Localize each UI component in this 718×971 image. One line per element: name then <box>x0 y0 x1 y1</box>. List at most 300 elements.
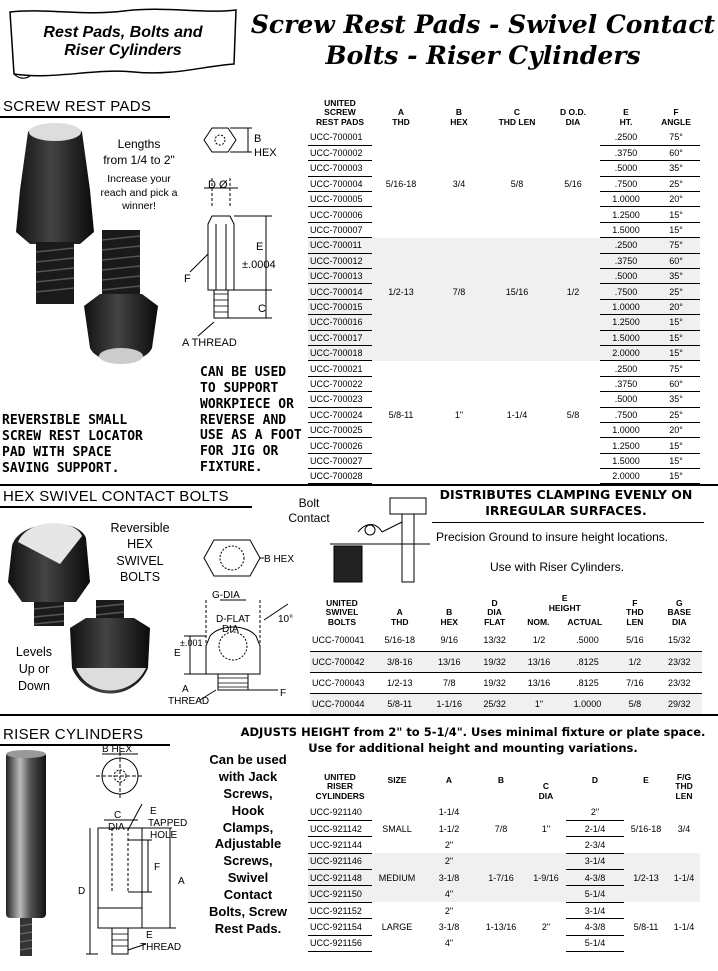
hex-cell <box>430 130 488 145</box>
swivel-levels <box>4 644 64 695</box>
part-number-cell: UCC-700025 <box>308 422 372 437</box>
part-number-cell: UCC-700005 <box>308 192 372 207</box>
b-cell <box>476 804 526 820</box>
rp-dim-hex: HEX <box>254 147 277 159</box>
d-cell: 5-1/4 <box>566 886 624 902</box>
sw-col-part: UNITED SWIVEL BOLTS <box>325 597 359 628</box>
rest-pads-can-be-used <box>200 365 302 476</box>
rc-cbu-line-1: Can be used <box>209 752 287 767</box>
riser-table <box>308 760 700 952</box>
rp-cbu-line-1: CAN BE USED <box>200 365 287 380</box>
part-number-cell: UCC-700044 <box>310 693 374 714</box>
height-cell: 2.0000 <box>600 345 652 360</box>
hex-cell: 9/16 <box>426 630 473 651</box>
height-cell: .5000 <box>600 269 652 284</box>
hex-cell: 1-1/16 <box>426 693 473 714</box>
hex-cell: 7/8 <box>430 284 488 299</box>
rp-dim-c: C <box>258 303 266 315</box>
part-number-cell: UCC-700018 <box>308 345 372 360</box>
sw-rev-line-1: Reversible <box>110 521 170 535</box>
title-line-2: Bolts - Riser Cylinders <box>325 40 641 70</box>
hex-cell <box>430 238 488 253</box>
hex-cell <box>430 192 488 207</box>
table-row <box>308 407 700 422</box>
height-cell: .7500 <box>600 176 652 191</box>
diameter-cell <box>546 422 600 437</box>
table-row <box>308 853 700 869</box>
increase-note-line-3: winner! <box>122 200 156 213</box>
banner-text <box>8 24 238 61</box>
part-number-cell: UCC-921142 <box>308 820 372 836</box>
c-dia-cell: 1-9/16 <box>526 870 566 886</box>
hex-cell <box>430 361 488 376</box>
sw-col-g: G BASE DIA <box>667 597 692 628</box>
angle-cell: 15° <box>652 469 700 484</box>
flat-dia-cell: 25/32 <box>473 693 516 714</box>
height-cell: 1.2500 <box>600 438 652 453</box>
table-row <box>308 837 700 853</box>
sw-dim-ten: 10° <box>278 614 294 625</box>
part-number-cell: UCC-700001 <box>308 130 372 145</box>
e-cell <box>624 804 668 820</box>
sw-col-e: E HEIGHT NOM. ACTUAL <box>527 593 603 628</box>
angle-cell: 35° <box>652 269 700 284</box>
rp-col-part: UNITED SCREW REST PADS <box>315 97 365 128</box>
sw-lvl-line-1: Levels <box>15 645 53 659</box>
part-number-cell: UCC-921140 <box>308 804 372 820</box>
thread-cell <box>372 361 430 376</box>
riser-heading: RISER CYLINDERS <box>3 726 144 743</box>
hex-cell <box>430 161 488 176</box>
height-actual-cell: 1.0000 <box>562 693 614 714</box>
rp-dim-b: B <box>254 133 262 145</box>
hex-cell <box>430 469 488 484</box>
rp-cbu-line-6: FOR JIG OR <box>200 444 279 460</box>
increase-note-line-2: reach and pick a <box>100 186 178 199</box>
rp-dim-e: E <box>256 241 264 253</box>
diameter-cell <box>546 222 600 237</box>
hex-cell <box>430 145 488 160</box>
height-actual-cell: .8125 <box>562 672 614 693</box>
sw-rev-line-2: HEX <box>127 537 153 552</box>
rc-cbu-line-10: Bolts, Screw <box>208 904 288 920</box>
angle-cell: 60° <box>652 253 700 268</box>
height-cell: 1.0000 <box>600 422 652 437</box>
sw-dim-g-dia: G-DIA <box>212 590 240 601</box>
part-number-cell: UCC-700015 <box>308 299 372 314</box>
part-number-cell: UCC-700014 <box>308 284 372 299</box>
part-number-cell: UCC-700017 <box>308 330 372 345</box>
angle-cell: 15° <box>652 453 700 468</box>
sw-col-e-nom: NOM. <box>527 617 550 628</box>
thread-length-cell <box>488 222 546 237</box>
rp-col-b: B HEX <box>450 107 468 128</box>
hex-cell <box>430 299 488 314</box>
table-row <box>308 238 700 253</box>
size-cell <box>372 853 422 869</box>
thread-length-cell <box>488 207 546 222</box>
diameter-cell <box>546 453 600 468</box>
part-number-cell: UCC-700016 <box>308 315 372 330</box>
rp-cbu-line-5: USE AS A FOOT <box>200 428 302 444</box>
hex-cell <box>430 376 488 391</box>
hex-cell <box>430 269 488 284</box>
diameter-cell <box>546 469 600 484</box>
diameter-cell: 1/2 <box>546 284 600 299</box>
page-title <box>250 10 716 71</box>
table-row <box>308 902 700 918</box>
rc-cbu-line-11: Rest Pads. <box>214 920 282 936</box>
angle-cell: 15° <box>652 222 700 237</box>
e-cell <box>624 902 668 918</box>
rc-col-d: D <box>591 775 599 786</box>
part-number-cell: UCC-700024 <box>308 407 372 422</box>
hex-cell <box>430 222 488 237</box>
banner-line-1: Rest Pads, Bolts and <box>43 24 203 41</box>
table-row <box>308 315 700 330</box>
rp-cbu-line-4: REVERSE AND <box>200 412 287 428</box>
rc-dim-tapped: TAPPED <box>148 818 188 829</box>
rc-dim-b-hex: B HEX <box>102 744 133 755</box>
hex-cell <box>430 315 488 330</box>
thread-length-cell <box>488 361 546 376</box>
lengths-note <box>96 137 182 168</box>
thread-cell <box>372 207 430 222</box>
diameter-cell: 5/16 <box>564 178 582 189</box>
table-row <box>308 422 700 437</box>
sw-col-f: F THD LEN <box>626 597 644 628</box>
rest-pads-heading: SCREW REST PADS <box>3 98 152 115</box>
b-cell <box>476 837 526 853</box>
size-cell <box>372 837 422 853</box>
e-cell <box>624 853 668 869</box>
thread-length-cell <box>488 192 546 207</box>
table-row <box>308 192 700 207</box>
table-row <box>308 361 700 376</box>
thread-length-cell <box>488 453 546 468</box>
sw-col-b: B HEX <box>440 607 458 628</box>
fg-cell <box>668 935 700 951</box>
a-cell: 4" <box>444 938 454 949</box>
rc-dim-e-thread: E <box>146 930 153 941</box>
thread-length-cell <box>488 330 546 345</box>
a-cell: 2" <box>422 853 476 869</box>
height-nom-cell: 1" <box>516 693 561 714</box>
fg-cell <box>668 853 700 869</box>
thread-length-cell <box>488 422 546 437</box>
rp-dim-a-thread: A THREAD <box>182 337 237 349</box>
c-dia-cell: 1" <box>541 823 551 834</box>
height-cell: 1.0000 <box>600 299 652 314</box>
rp-col-a: A THD <box>392 107 410 128</box>
rc-dim-d: D <box>78 886 86 897</box>
diameter-cell <box>546 376 600 391</box>
thread-cell <box>372 269 430 284</box>
rc-cbu-line-7: Screws, <box>223 853 273 869</box>
rp-rev-line-1: REVERSIBLE SMALL <box>2 413 128 428</box>
rc-col-part: UNITED RISER CYLINDERS <box>315 771 365 802</box>
part-number-cell: UCC-700006 <box>308 207 372 222</box>
lengths-note-line-1: Lengths <box>117 137 161 151</box>
rc-cbu-line-6: Adjustable <box>214 836 282 852</box>
swivel-diagram <box>160 528 300 712</box>
c-dia-cell <box>526 804 566 820</box>
thread-cell <box>372 345 430 360</box>
thread-cell: 3/8-16 <box>374 651 426 672</box>
size-cell: MEDIUM <box>372 870 422 886</box>
d-cell: 4-3/8 <box>566 919 624 935</box>
thread-cell <box>372 192 430 207</box>
rp-col-d: D O.D. DIA <box>560 107 586 128</box>
rest-pads-table-body <box>308 130 700 484</box>
thread-cell <box>372 130 430 145</box>
height-nom-cell: 13/16 <box>516 672 561 693</box>
part-number-cell: UCC-700022 <box>308 376 372 391</box>
part-number-cell: UCC-921144 <box>308 837 372 853</box>
e-cell: 5/8-11 <box>633 921 659 932</box>
table-row <box>308 392 700 407</box>
bolt-contact-diagram <box>330 492 430 588</box>
table-row <box>308 253 700 268</box>
angle-cell: 20° <box>652 422 700 437</box>
part-number-cell: UCC-700011 <box>308 238 372 253</box>
diameter-cell <box>546 345 600 360</box>
part-number-cell: UCC-700026 <box>308 438 372 453</box>
swivel-table-body <box>310 630 702 714</box>
diameter-cell: 5/8 <box>566 409 580 420</box>
sw-dim-thread: THREAD <box>168 696 210 707</box>
fg-cell: 3/4 <box>677 823 691 834</box>
thread-length-cell <box>488 269 546 284</box>
increase-note <box>96 173 182 214</box>
flat-dia-cell: 19/32 <box>473 651 516 672</box>
b-cell <box>476 902 526 918</box>
rest-pads-reversible <box>2 413 143 476</box>
height-cell: .2500 <box>600 130 652 145</box>
table-row <box>308 820 700 836</box>
sw-lvl-line-3: Down <box>18 678 50 693</box>
rc-col-c: C DIA <box>538 781 554 802</box>
lengths-note-line-2: from 1/4 to 2" <box>103 152 175 167</box>
thread-cell <box>372 330 430 345</box>
a-cell: 2" <box>444 905 454 916</box>
hex-cell <box>430 438 488 453</box>
part-number-cell: UCC-700041 <box>310 630 374 651</box>
part-number-cell: UCC-700042 <box>310 651 374 672</box>
thread-length-cell <box>488 315 546 330</box>
angle-cell: 35° <box>652 161 700 176</box>
a-cell: 3-1/8 <box>438 921 460 932</box>
hex-cell: 1" <box>454 409 464 420</box>
hex-cell <box>430 253 488 268</box>
fg-cell: 1-1/4 <box>673 921 695 932</box>
diameter-cell <box>546 145 600 160</box>
size-cell: SMALL <box>382 823 412 834</box>
table-row <box>308 145 700 160</box>
rest-pads-table <box>308 90 700 484</box>
diameter-cell <box>546 161 600 176</box>
angle-cell: 60° <box>652 376 700 391</box>
swivel-distributes <box>436 487 696 520</box>
height-cell: .3750 <box>600 253 652 268</box>
table-row <box>308 161 700 176</box>
table-row <box>308 299 700 314</box>
sw-dim-a: A <box>182 684 189 695</box>
sw-lvl-line-2: Up or <box>18 661 50 676</box>
height-cell: 1.5000 <box>600 330 652 345</box>
rc-cbu-line-5: Clamps, <box>222 819 274 835</box>
rc-dim-a: A <box>178 876 185 887</box>
rc-dim-f: F <box>154 862 161 873</box>
table-row <box>308 207 700 222</box>
angle-cell: 15° <box>652 330 700 345</box>
rc-cbu-line-3: Screws, <box>223 785 273 801</box>
angle-cell: 75° <box>652 130 700 145</box>
thread-length-cell: 7/16 <box>613 672 656 693</box>
flat-dia-cell: 13/32 <box>473 630 516 651</box>
rest-pads-rule <box>0 116 170 118</box>
rc-dim-dia: DIA <box>108 822 125 833</box>
base-dia-cell: 23/32 <box>657 651 702 672</box>
e-cell: 1/2-13 <box>624 870 668 886</box>
rp-cbu-line-2: TO SUPPORT <box>200 380 279 396</box>
riser-adjusts: ADJUSTS HEIGHT from 2" to 5-1/4". Uses minimal fixture or plate space. <box>240 725 706 739</box>
height-cell: .3750 <box>600 145 652 160</box>
height-actual-cell: .8125 <box>562 651 614 672</box>
swivel-rule <box>0 506 252 508</box>
height-nom-cell: 13/16 <box>516 651 561 672</box>
table-row <box>308 469 700 484</box>
part-number-cell: UCC-921152 <box>308 902 372 918</box>
d-cell: 3-1/4 <box>566 902 624 918</box>
table-row <box>308 886 700 902</box>
hex-cell <box>430 330 488 345</box>
diameter-cell <box>546 392 600 407</box>
d-cell: 5-1/4 <box>566 935 624 951</box>
sw-col-d: D DIA FLAT <box>484 597 506 628</box>
diameter-cell <box>546 361 600 376</box>
thread-length-cell <box>488 469 546 484</box>
table-row <box>308 935 700 951</box>
part-number-cell: UCC-700027 <box>308 453 372 468</box>
bolt-contact-label <box>284 496 334 526</box>
increase-note-line-1: Increase your <box>107 173 171 185</box>
bolt-contact-line-2: Contact <box>288 511 330 525</box>
swivel-precision: Precision Ground to insure height locations. <box>436 530 669 544</box>
thread-length-cell <box>488 299 546 314</box>
angle-cell: 15° <box>652 207 700 222</box>
table-row <box>308 269 700 284</box>
diameter-cell <box>546 269 600 284</box>
thread-length-cell <box>488 161 546 176</box>
riser-table-body <box>308 804 700 952</box>
diameter-cell <box>546 438 600 453</box>
rp-col-f: F ANGLE <box>661 107 691 128</box>
height-cell: .7500 <box>600 284 652 299</box>
table-row <box>308 330 700 345</box>
table-row <box>308 345 700 360</box>
rp-dim-e-tol: ±.0004 <box>242 259 276 271</box>
fg-cell <box>668 902 700 918</box>
thread-cell <box>372 392 430 407</box>
thread-length-cell <box>488 130 546 145</box>
rp-dim-f: F <box>184 273 191 285</box>
distributes-rule <box>432 522 704 523</box>
d-cell: 4-3/8 <box>566 870 624 886</box>
thread-length-cell: 5/8 <box>613 693 656 714</box>
a-cell: 3-1/8 <box>422 870 476 886</box>
hex-cell <box>430 345 488 360</box>
thread-cell <box>372 376 430 391</box>
rc-col-b: B <box>497 775 505 786</box>
thread-cell: 5/8-11 <box>374 693 426 714</box>
banner-line-2: Riser Cylinders <box>64 42 182 60</box>
diameter-cell <box>546 238 600 253</box>
part-number-cell: UCC-700012 <box>308 253 372 268</box>
rc-cbu-line-4: Hook <box>231 802 265 818</box>
thread-cell: 1/2-13 <box>372 284 430 299</box>
hex-cell: 13/16 <box>426 651 473 672</box>
sw-dist-line-2: IRREGULAR SURFACES. <box>485 503 647 519</box>
thread-cell: 5/8-11 <box>388 409 414 420</box>
thread-cell <box>372 422 430 437</box>
angle-cell: 15° <box>652 315 700 330</box>
table-row <box>310 672 702 693</box>
rp-cbu-line-3: WORKPIECE OR <box>200 396 294 412</box>
thread-length-cell: 1/2 <box>613 651 656 672</box>
height-cell: .5000 <box>600 392 652 407</box>
table-row <box>308 376 700 391</box>
c-dia-cell <box>526 902 566 918</box>
b-cell: 1-7/16 <box>476 870 526 886</box>
e-cell <box>624 837 668 853</box>
fg-cell <box>668 837 700 853</box>
e-cell: 5/16-18 <box>630 823 662 834</box>
angle-cell: 35° <box>652 392 700 407</box>
bolt-contact-line-1: Bolt <box>298 496 320 510</box>
c-dia-cell: 2" <box>541 921 551 932</box>
thread-cell <box>372 145 430 160</box>
part-number-cell: UCC-921150 <box>308 886 372 902</box>
diameter-cell <box>546 299 600 314</box>
part-number-cell: UCC-700002 <box>308 145 372 160</box>
fg-cell <box>668 886 700 902</box>
section-divider-2 <box>0 714 718 716</box>
part-number-cell: UCC-700007 <box>308 222 372 237</box>
table-row <box>308 870 700 886</box>
part-number-cell: UCC-921156 <box>308 935 372 951</box>
angle-cell: 75° <box>652 361 700 376</box>
a-cell: 1-1/4 <box>438 807 460 818</box>
d-cell: 2-3/4 <box>566 837 624 853</box>
angle-cell: 25° <box>652 407 700 422</box>
size-cell <box>372 935 422 951</box>
sw-dim-dia: DIA <box>222 624 239 635</box>
height-cell: 1.2500 <box>600 315 652 330</box>
height-cell: 1.5000 <box>600 222 652 237</box>
thread-cell: 1/2-13 <box>374 672 426 693</box>
b-cell <box>476 853 526 869</box>
table-row <box>308 453 700 468</box>
flat-dia-cell: 19/32 <box>473 672 516 693</box>
swivel-table <box>310 592 702 715</box>
thread-cell <box>372 438 430 453</box>
sw-dim-e: E <box>174 648 181 659</box>
c-dia-cell <box>526 853 566 869</box>
rc-dim-hole: HOLE <box>150 830 178 841</box>
swivel-use-with: Use with Riser Cylinders. <box>490 560 625 574</box>
thread-length-cell <box>488 376 546 391</box>
